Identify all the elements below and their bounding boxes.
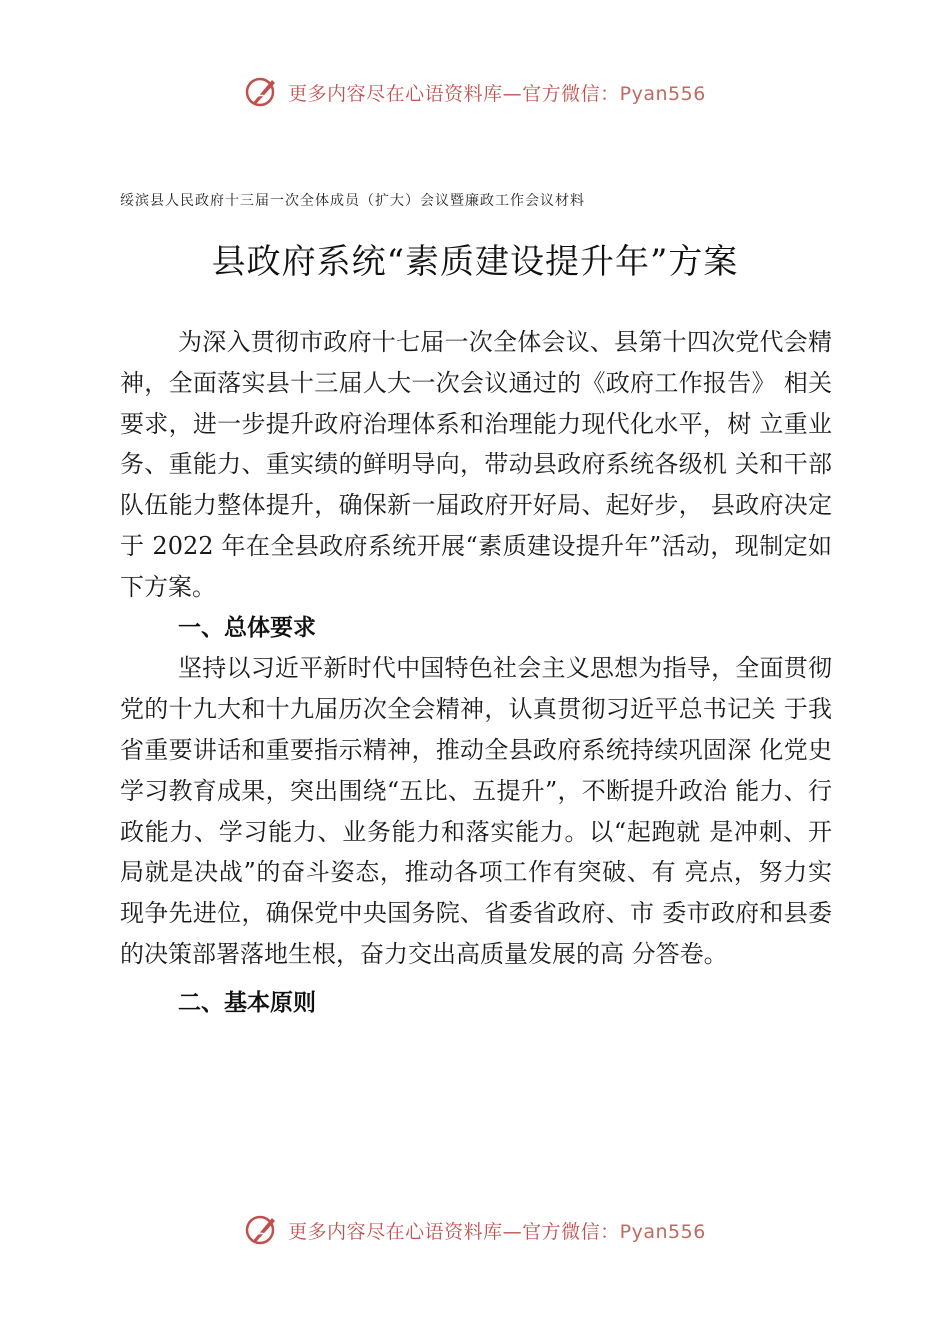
quill-logo-icon xyxy=(244,74,280,110)
watermark-text: 更多内容尽在心语资料库—官方微信：Pyan556 xyxy=(288,82,706,105)
document-subheader: 绥滨县人民政府十三届一次全体成员（扩大）会议暨廉政工作会议材料 xyxy=(120,193,585,209)
intro-paragraph: 为深入贯彻市政府十七届一次全体会议、县第十四次党代会精神，全面落实县十三届人大一次会议通过的《政府工作报告》 相关要求，进一步提升政府治理体系和治理能力现代化水平，树 立重业务、重能力、重实绩的鲜明导向，带动县政府系统各级机 关和干部队伍能力整体提升，确保新一届政府开好局、起好步， 县政府决定于 2022 年在全县政府系统开展“素质建设提升年”活动，现制定如下方案。 xyxy=(120,328,832,601)
document-title: 县政府系统“素质建设提升年”方案 xyxy=(211,242,739,282)
watermark-text: 更多内容尽在心语资料库—官方微信：Pyan556 xyxy=(288,1220,706,1243)
watermark-banner-bottom xyxy=(0,1208,950,1252)
wechat-id: Pyan556 xyxy=(619,82,706,105)
section-heading-1: 一、总体要求 xyxy=(178,614,316,641)
document-body xyxy=(120,322,832,1024)
section-heading-2: 二、基本原则 xyxy=(178,989,316,1016)
watermark-banner-top xyxy=(0,70,950,114)
wechat-id: Pyan556 xyxy=(619,1220,706,1243)
quill-logo-icon xyxy=(244,1212,280,1248)
section-1-paragraph: 坚持以习近平新时代中国特色社会主义思想为指导，全面贯彻党的十九大和十九届历次全会精神，认真贯彻习近平总书记关 于我省重要讲话和重要指示精神，推动全县政府系统持续巩固深 化党史学习教育成果，突出围绕“五比、五提升”，不断提升政治 能力、行政能力、学习能力、业务能力和落实能力。以“起跑就 是冲刺、开局就是决战”的奋斗姿态，推动各项工作有突破、有 亮点，努力实现争先进位，确保党中央国务院、省委省政府、市 委市政府和县委的决策部署落地生根，奋力交出高质量发展的高 分答卷。 xyxy=(120,654,832,968)
